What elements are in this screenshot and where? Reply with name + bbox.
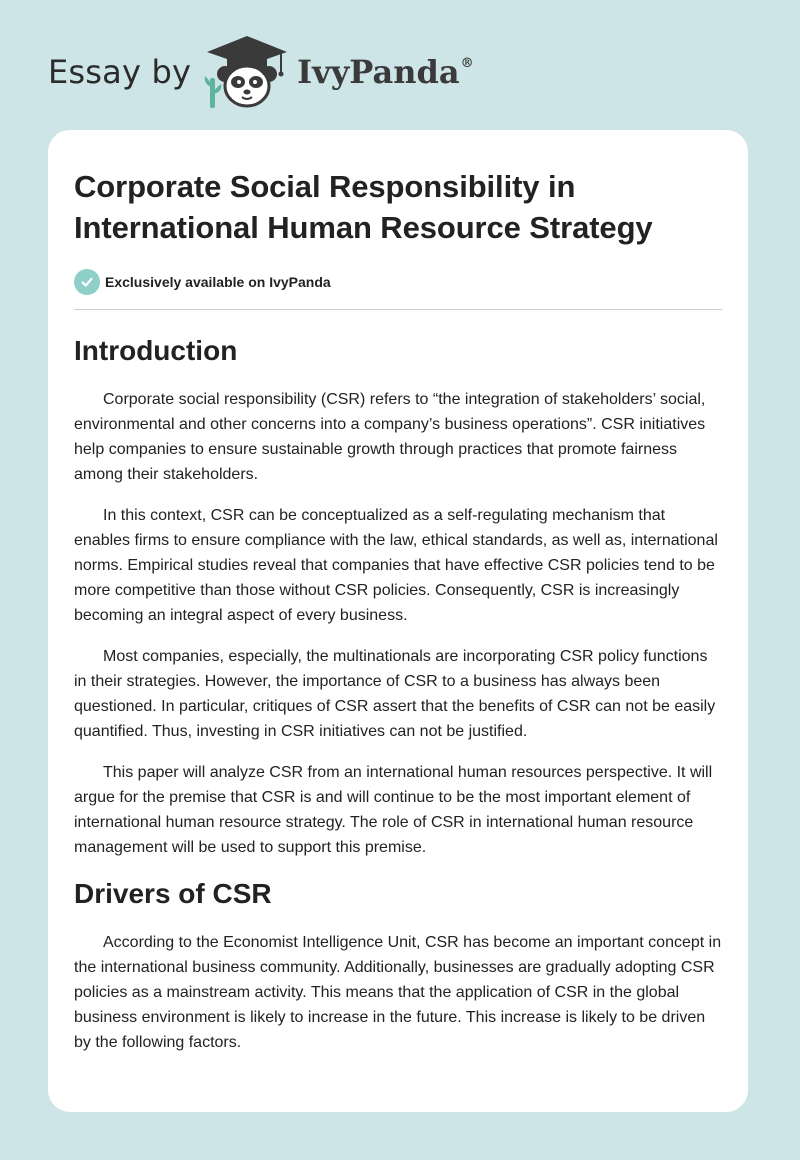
divider	[74, 309, 722, 310]
exclusive-label: Exclusively available on IvyPanda	[105, 274, 331, 290]
checkmark-icon	[74, 269, 100, 295]
site-brand[interactable]	[48, 32, 474, 112]
brand-name: IvyPanda®	[297, 53, 474, 91]
registered-mark: ®	[460, 56, 474, 71]
paragraph: In this context, CSR can be conceptualized as a self-regulating mechanism that enables firms to ensure compliance with the law, ethical standards, as well as, international norms. Empirical studies reveal that companies that have effective CSR policies tend to be more competitive than those without CSR policies. Consequently, CSR is increasingly becoming an integral aspect of every business.	[74, 507, 718, 624]
article-card	[48, 130, 748, 1112]
paragraph: According to the Economist Intelligence Unit, CSR has become an important concept in the international business community. Additionally, businesses are gradually adopting CSR policies as a mainstream activity. This means that the application of CSR in the global business environment is likely to increase in the future. This increase is likely to be driven by the following factors.	[74, 934, 722, 1051]
paragraph: Corporate social responsibility (CSR) refers to “the integration of stakeholders’ social, environmental and other concerns into a company’s business operations”. CSR initiatives help companies to ensure sustainable growth through practices that promote fairness among their stakeholders.	[74, 391, 706, 483]
section-heading-introduction: Introduction	[74, 335, 238, 366]
section-heading-drivers: Drivers of CSR	[74, 878, 272, 909]
brand-prefix: Essay by	[48, 53, 192, 91]
exclusive-badge	[74, 269, 722, 295]
panda-logo-icon	[201, 32, 293, 112]
paragraph: Most companies, especially, the multinationals are incorporating CSR policy functions in their strategies. However, the importance of CSR to a business has always been questioned. In particular, critiques of CSR assert that the benefits of CSR can not be easily quantified. Thus, investing in CSR initiatives can not be justified.	[74, 648, 716, 740]
article-title: Corporate Social Responsibility in International Human Resource Strategy	[74, 169, 653, 245]
paragraph: This paper will analyze CSR from an international human resources perspective. It will argue for the premise that CSR is and will continue to be the most important element of international human resource strategy. The role of CSR in international human resource management will be used to support this premise.	[74, 764, 713, 856]
